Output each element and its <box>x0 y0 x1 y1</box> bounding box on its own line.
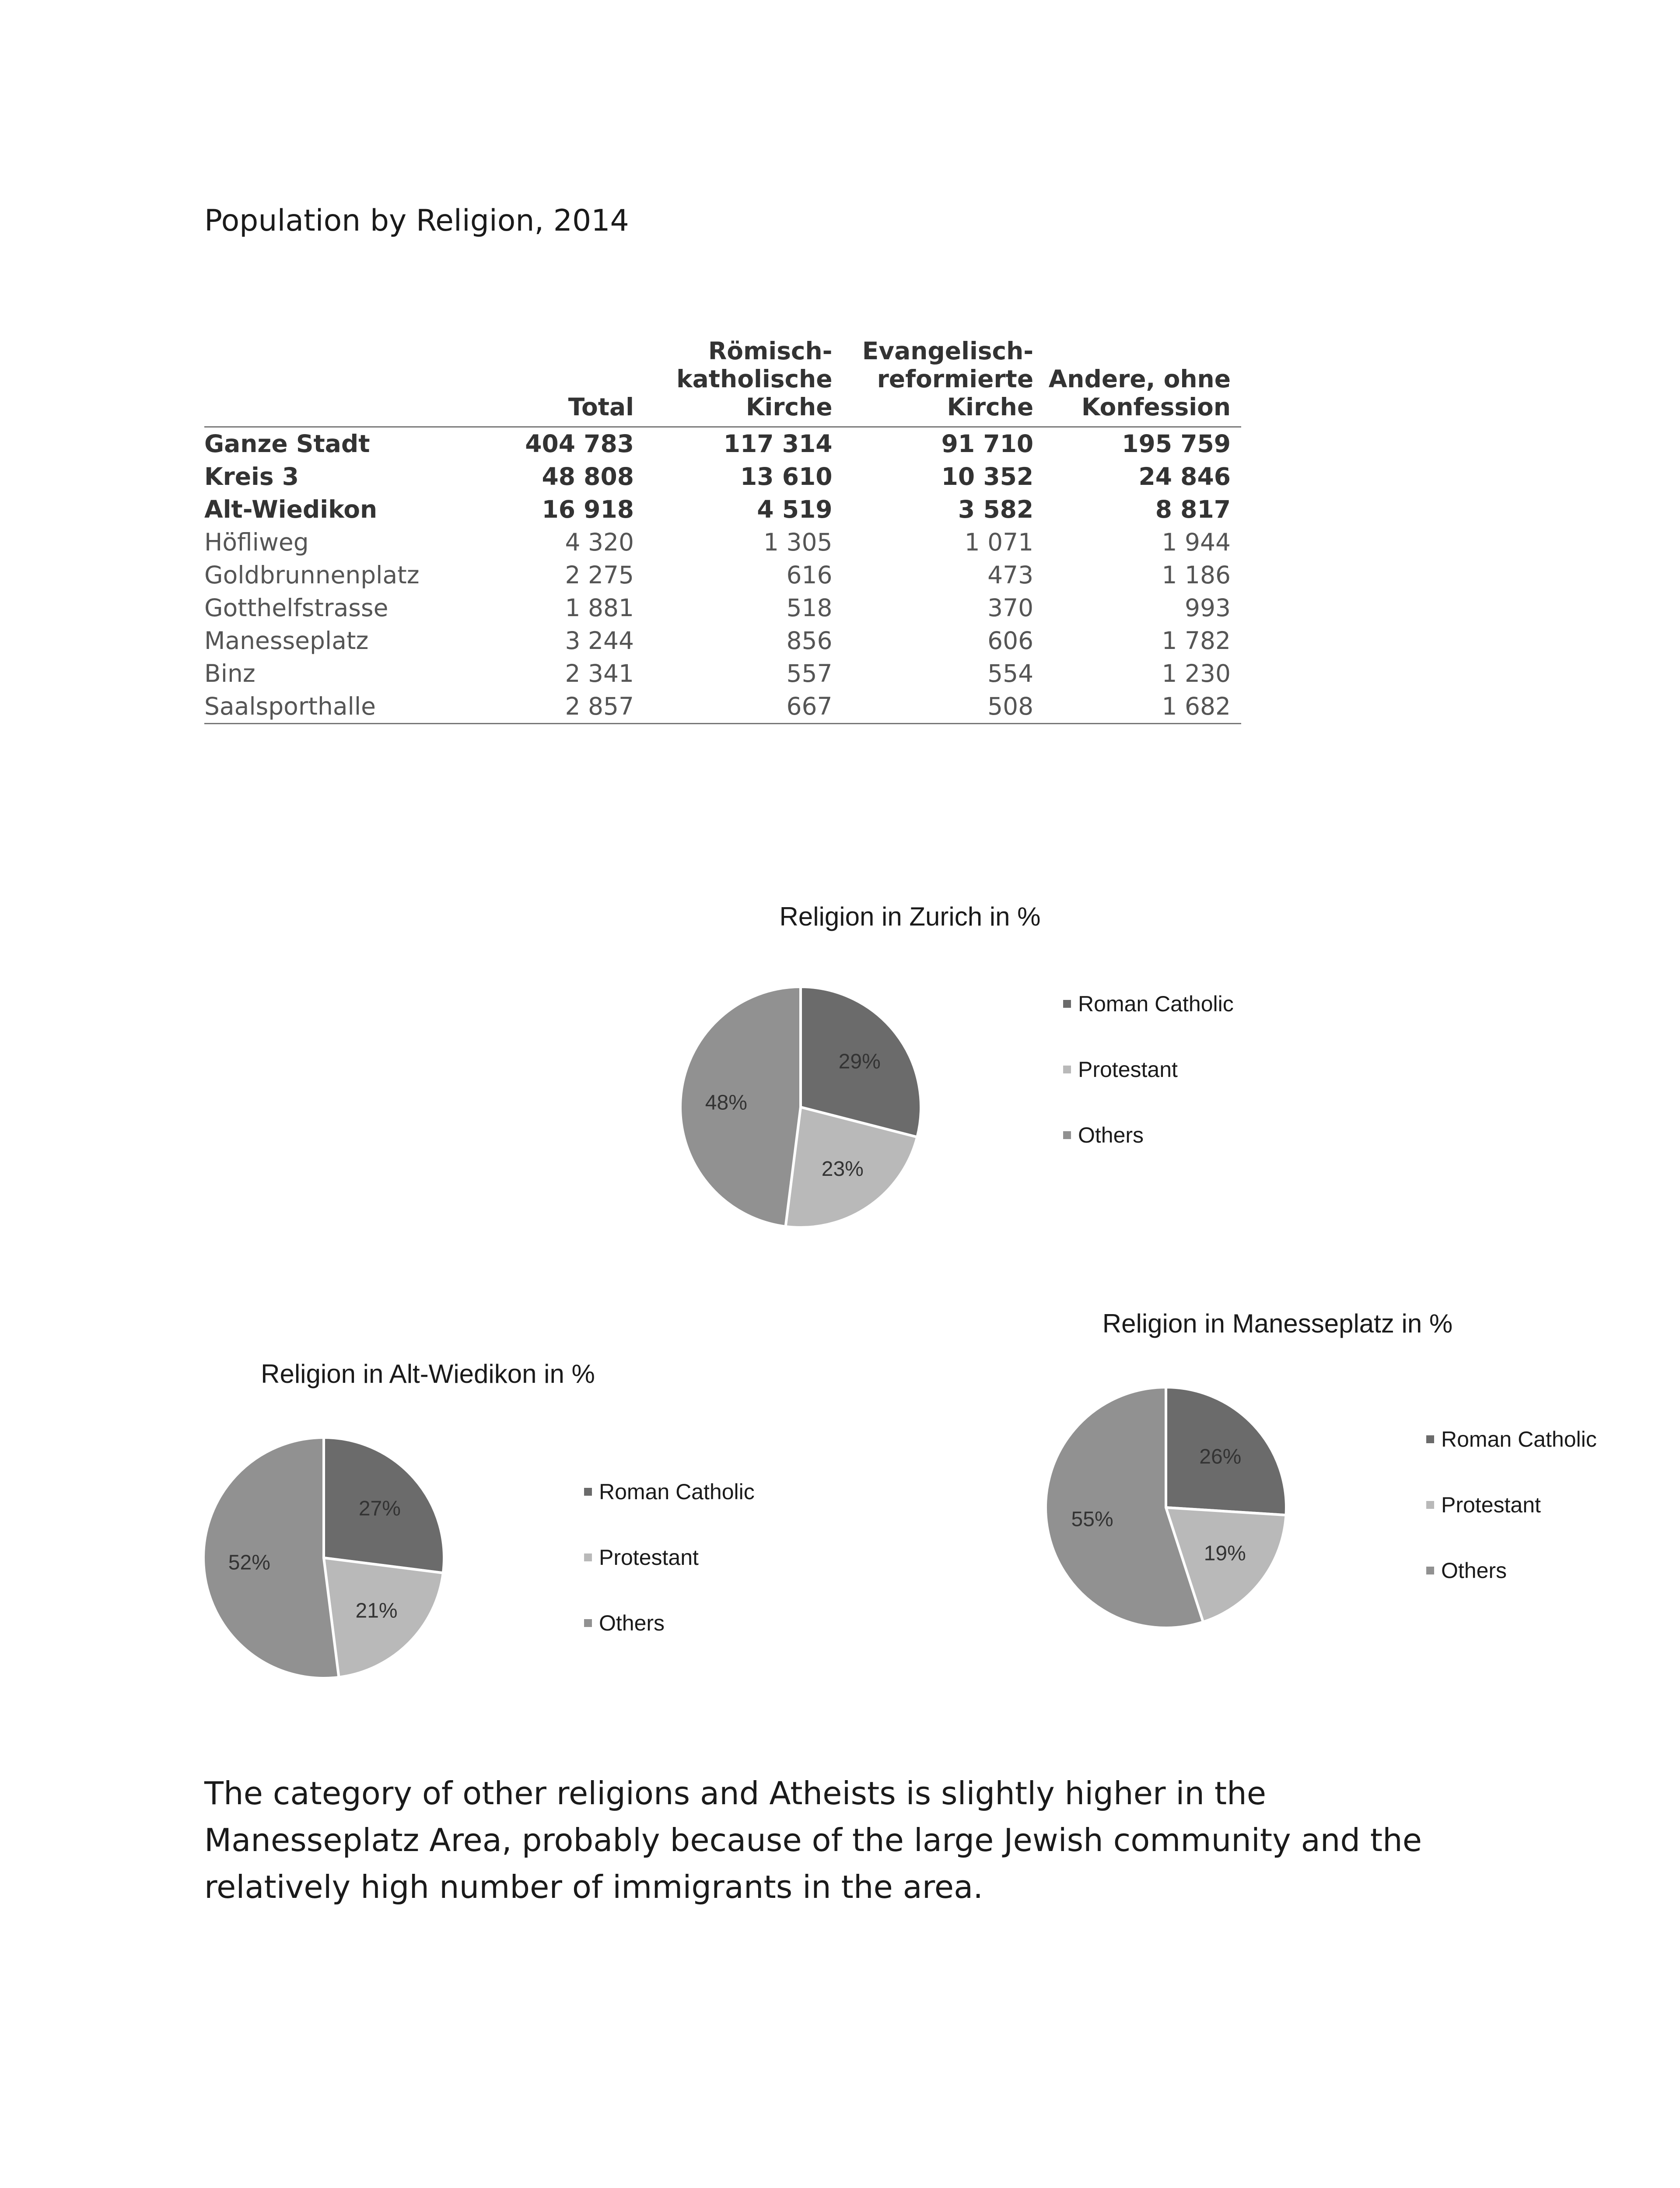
table-cell: 508 <box>843 690 1044 724</box>
table-cell: 13 610 <box>740 463 833 491</box>
legend-swatch <box>584 1488 592 1496</box>
row-label: Gotthelfstrasse <box>204 594 388 622</box>
legend-label: Protestant <box>1078 1057 1178 1082</box>
pie-data-label: 21% <box>355 1599 398 1623</box>
table-cell: 1 305 <box>763 528 833 556</box>
table-cell: 554 <box>987 659 1034 687</box>
legend-swatch <box>1063 1131 1071 1139</box>
table-cell: 10 352 <box>941 463 1034 491</box>
legend-swatch <box>1426 1501 1434 1509</box>
legend-swatch <box>584 1553 592 1561</box>
table-cell: 91 710 <box>941 430 1034 458</box>
header-line: reformierte <box>877 365 1034 393</box>
header-line: Kirche <box>947 393 1034 421</box>
pie-chart-manesseplatz <box>1043 1385 1288 1630</box>
header-label <box>204 337 462 427</box>
pie-data-label: 29% <box>838 1050 881 1073</box>
legend-swatch <box>1063 1000 1071 1008</box>
table-cell: 195 759 <box>1122 430 1231 458</box>
legend-item-roman-catholic <box>584 1479 755 1504</box>
table-row <box>204 592 1241 624</box>
row-label: Kreis 3 <box>204 463 299 491</box>
legend-swatch <box>1426 1567 1434 1574</box>
pie-data-label: 52% <box>228 1551 270 1574</box>
legend-swatch <box>1063 1066 1071 1073</box>
table-cell: 518 <box>786 594 833 622</box>
table-cell: 1 782 <box>1162 627 1231 655</box>
row-label: Binz <box>204 659 256 687</box>
legend-label: Others <box>1078 1123 1144 1147</box>
table-cell: 1 944 <box>1162 528 1231 556</box>
legend-item-protestant <box>1426 1492 1541 1518</box>
body-paragraph: The category of other religions and Atheists is slightly higher in the Manesseplatz Area, probably because of the large Jewish community and the relatively high number of immigrants in the area. <box>204 1775 1422 1905</box>
table-cell: 1 682 <box>1044 690 1241 724</box>
chart-title-manesseplatz: Religion in Manesseplatz in % <box>1102 1309 1453 1338</box>
header-other <box>1044 337 1241 427</box>
pie-data-label: 48% <box>705 1091 747 1115</box>
legend-label: Protestant <box>1441 1493 1541 1517</box>
page-title: Population by Religion, 2014 <box>204 203 629 238</box>
table-cell: 473 <box>987 561 1034 589</box>
header-line: Total <box>568 393 634 421</box>
table-cell: 404 783 <box>525 430 634 458</box>
header-roman-catholic <box>644 337 843 427</box>
table-cell: 4 519 <box>757 495 833 523</box>
row-label: Höfliweg <box>204 528 309 556</box>
table-row <box>204 657 1241 690</box>
table-cell: 616 <box>786 561 833 589</box>
table-cell: 1 230 <box>1162 659 1231 687</box>
legend-label: Roman Catholic <box>1078 992 1234 1016</box>
pie-data-label: 19% <box>1204 1542 1246 1565</box>
table-cell: 2 341 <box>565 659 634 687</box>
table-header-row <box>204 337 1241 427</box>
table-body <box>204 427 1241 724</box>
table-cell: 557 <box>786 659 833 687</box>
header-line: Andere, ohne <box>1048 365 1231 393</box>
legend-swatch <box>584 1619 592 1627</box>
pie-chart-zurich <box>678 985 923 1230</box>
table-row <box>204 624 1241 657</box>
table-cell: 370 <box>987 594 1034 622</box>
legend-label: Roman Catholic <box>599 1480 755 1504</box>
table-row <box>204 559 1241 592</box>
header-line: Evangelisch- <box>862 337 1034 365</box>
table-row <box>204 526 1241 559</box>
header-line: Römisch- <box>708 337 833 365</box>
table-cell: 3 244 <box>565 627 634 655</box>
table-cell: 993 <box>1185 594 1231 622</box>
table-row <box>204 427 1241 461</box>
legend-item-others <box>1063 1122 1144 1148</box>
pie-data-label: 26% <box>1199 1445 1242 1469</box>
table-cell: 856 <box>786 627 833 655</box>
legend-item-others <box>584 1610 665 1636</box>
table-cell: 8 817 <box>1155 495 1231 523</box>
legend-label: Others <box>1441 1558 1507 1583</box>
header-line: Kirche <box>746 393 833 421</box>
table-cell: 117 314 <box>723 430 833 458</box>
legend-item-roman-catholic <box>1426 1427 1597 1452</box>
legend-item-roman-catholic <box>1063 991 1234 1017</box>
legend-swatch <box>1426 1435 1434 1443</box>
header-line: katholische <box>676 365 833 393</box>
legend-label: Roman Catholic <box>1441 1427 1597 1452</box>
row-label: Saalsporthalle <box>204 690 462 724</box>
legend-item-protestant <box>1063 1057 1178 1082</box>
table-cell: 3 582 <box>958 495 1034 523</box>
header-line: Konfession <box>1081 393 1231 421</box>
pie-slice-others <box>203 1438 339 1678</box>
row-label: Ganze Stadt <box>204 430 370 458</box>
table-row <box>204 690 1241 724</box>
table-cell: 16 918 <box>542 495 634 523</box>
row-label: Manesseplatz <box>204 627 369 655</box>
table-cell: 24 846 <box>1138 463 1231 491</box>
table-cell: 48 808 <box>542 463 634 491</box>
legend-item-protestant <box>584 1545 699 1570</box>
table-cell: 4 320 <box>565 528 634 556</box>
pie-data-label: 55% <box>1071 1508 1113 1531</box>
table-cell: 606 <box>987 627 1034 655</box>
chart-title-zurich: Religion in Zurich in % <box>779 902 1041 931</box>
header-total <box>462 337 644 427</box>
header-reformed <box>843 337 1044 427</box>
table-cell: 1 186 <box>1162 561 1231 589</box>
legend-label: Others <box>599 1611 665 1635</box>
table-cell: 2 275 <box>565 561 634 589</box>
chart-title-alt-wiedikon: Religion in Alt-Wiedikon in % <box>261 1359 595 1389</box>
table-cell: 1 071 <box>964 528 1034 556</box>
row-label: Alt-Wiedikon <box>204 495 378 523</box>
table-cell: 2 857 <box>462 690 644 724</box>
table-cell: 667 <box>644 690 843 724</box>
table-row <box>204 493 1241 526</box>
population-table <box>204 337 1241 724</box>
legend-item-others <box>1426 1558 1507 1583</box>
pie-data-label: 23% <box>821 1157 864 1181</box>
pie-chart-alt-wiedikon <box>201 1435 446 1680</box>
table-cell: 1 881 <box>565 594 634 622</box>
row-label: Goldbrunnenplatz <box>204 561 420 589</box>
legend-label: Protestant <box>599 1545 699 1570</box>
table-row <box>204 460 1241 493</box>
pie-data-label: 27% <box>358 1497 401 1521</box>
